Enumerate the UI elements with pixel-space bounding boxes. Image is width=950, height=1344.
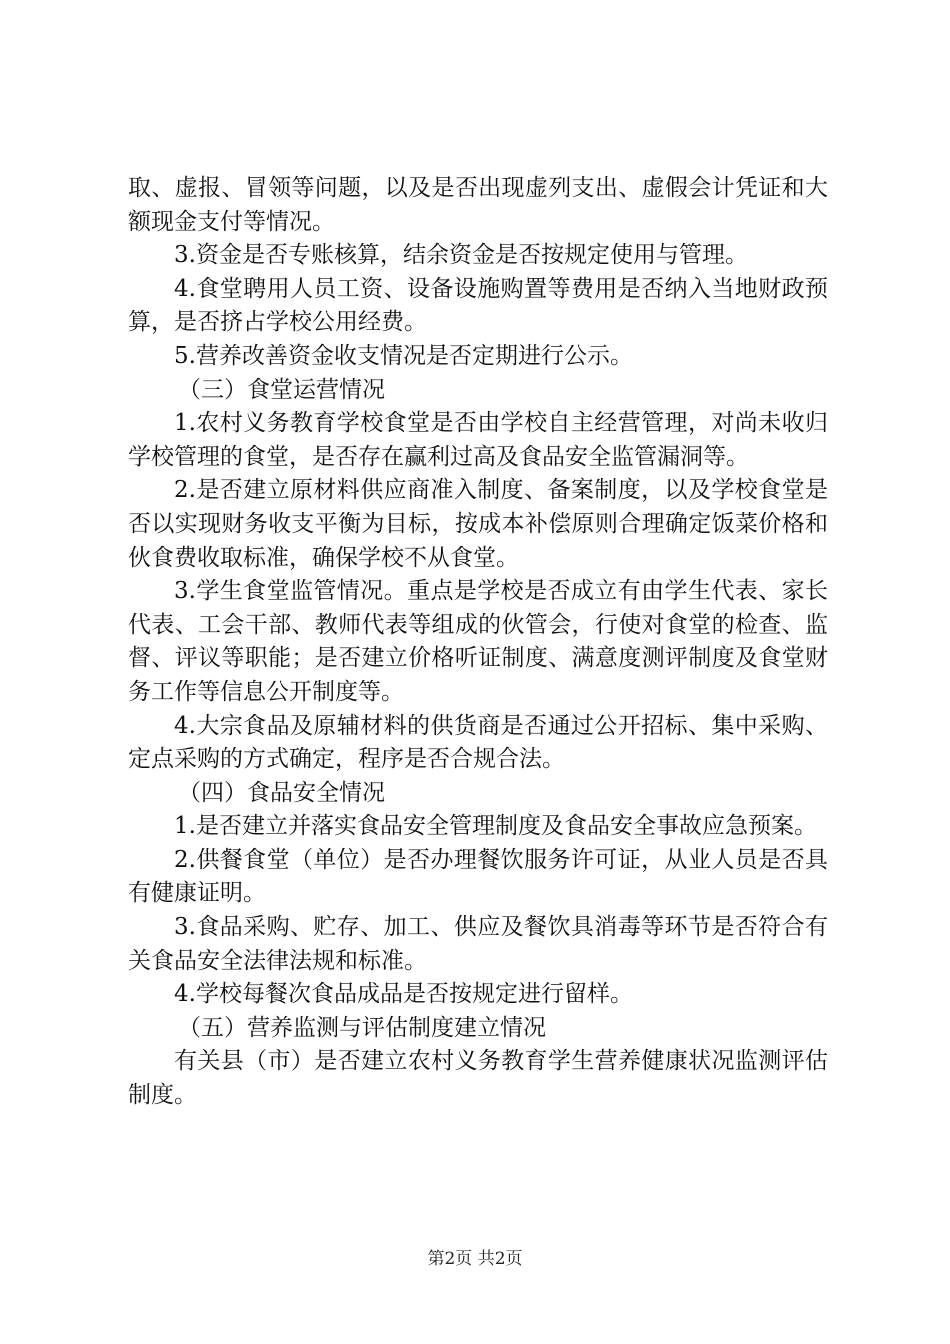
paragraph: 4.大宗食品及原辅材料的供货商是否通过公开招标、集中采购、定点采购的方式确定，程序是否合规合法。 — [128, 712, 828, 773]
paragraph: 5.营养改善资金收支情况是否定期进行公示。 — [174, 342, 633, 369]
paragraph: 1.是否建立并落实食品安全管理制度及食品安全事故应急预案。 — [174, 813, 817, 840]
paragraph: 有关县（市）是否建立农村义务教育学生营养健康状况监测评估制度。 — [128, 1048, 828, 1109]
section-heading: （四）食品安全情况 — [178, 779, 385, 806]
paragraph: 取、虚报、冒领等问题，以及是否出现虚列支出、虚假会计凭证和大额现金支付等情况。 — [128, 175, 828, 235]
paragraph: 1.农村义务教育学校食堂是否由学校自主经营管理，对尚未收归学校管理的食堂，是否存在赢利过高及食品安全监管漏洞等。 — [128, 410, 828, 470]
paragraph: 4.学校每餐次食品成品是否按规定进行留样。 — [174, 981, 633, 1008]
section-heading: （五）营养监测与评估制度建立情况 — [178, 1014, 546, 1041]
paragraph: 3.学生食堂监管情况。重点是学校是否成立有由学生代表、家长代表、工会干部、教师代表等组成的伙管会，行使对食堂的检查、监督、评议等职能；是否建立价格听证制度、满意度测评制度及食堂财务工作等信息公开制度等。 — [128, 578, 828, 705]
page-footer: 第2页 共2页 — [427, 1249, 523, 1269]
document-body — [128, 172, 828, 1113]
paragraph: 3.资金是否专账核算，结余资金是否按规定使用与管理。 — [174, 242, 748, 269]
paragraph: 3.食品采购、贮存、加工、供应及餐饮具消毒等环节是否符合有关食品安全法律法规和标准。 — [128, 914, 828, 974]
paragraph: 4.食堂聘用人员工资、设备设施购置等费用是否纳入当地财政预算，是否挤占学校公用经费。 — [128, 275, 828, 336]
paragraph: 2.是否建立原材料供应商准入制度、备案制度，以及学校食堂是否以实现财务收支平衡为目标，按成本补偿原则合理确定饭菜价格和伙食费收取标准，确保学校不从食堂。 — [128, 477, 828, 571]
section-heading: （三）食堂运营情况 — [178, 376, 385, 403]
paragraph: 2.供餐食堂（单位）是否办理餐饮服务许可证，从业人员是否具有健康证明。 — [128, 846, 828, 907]
